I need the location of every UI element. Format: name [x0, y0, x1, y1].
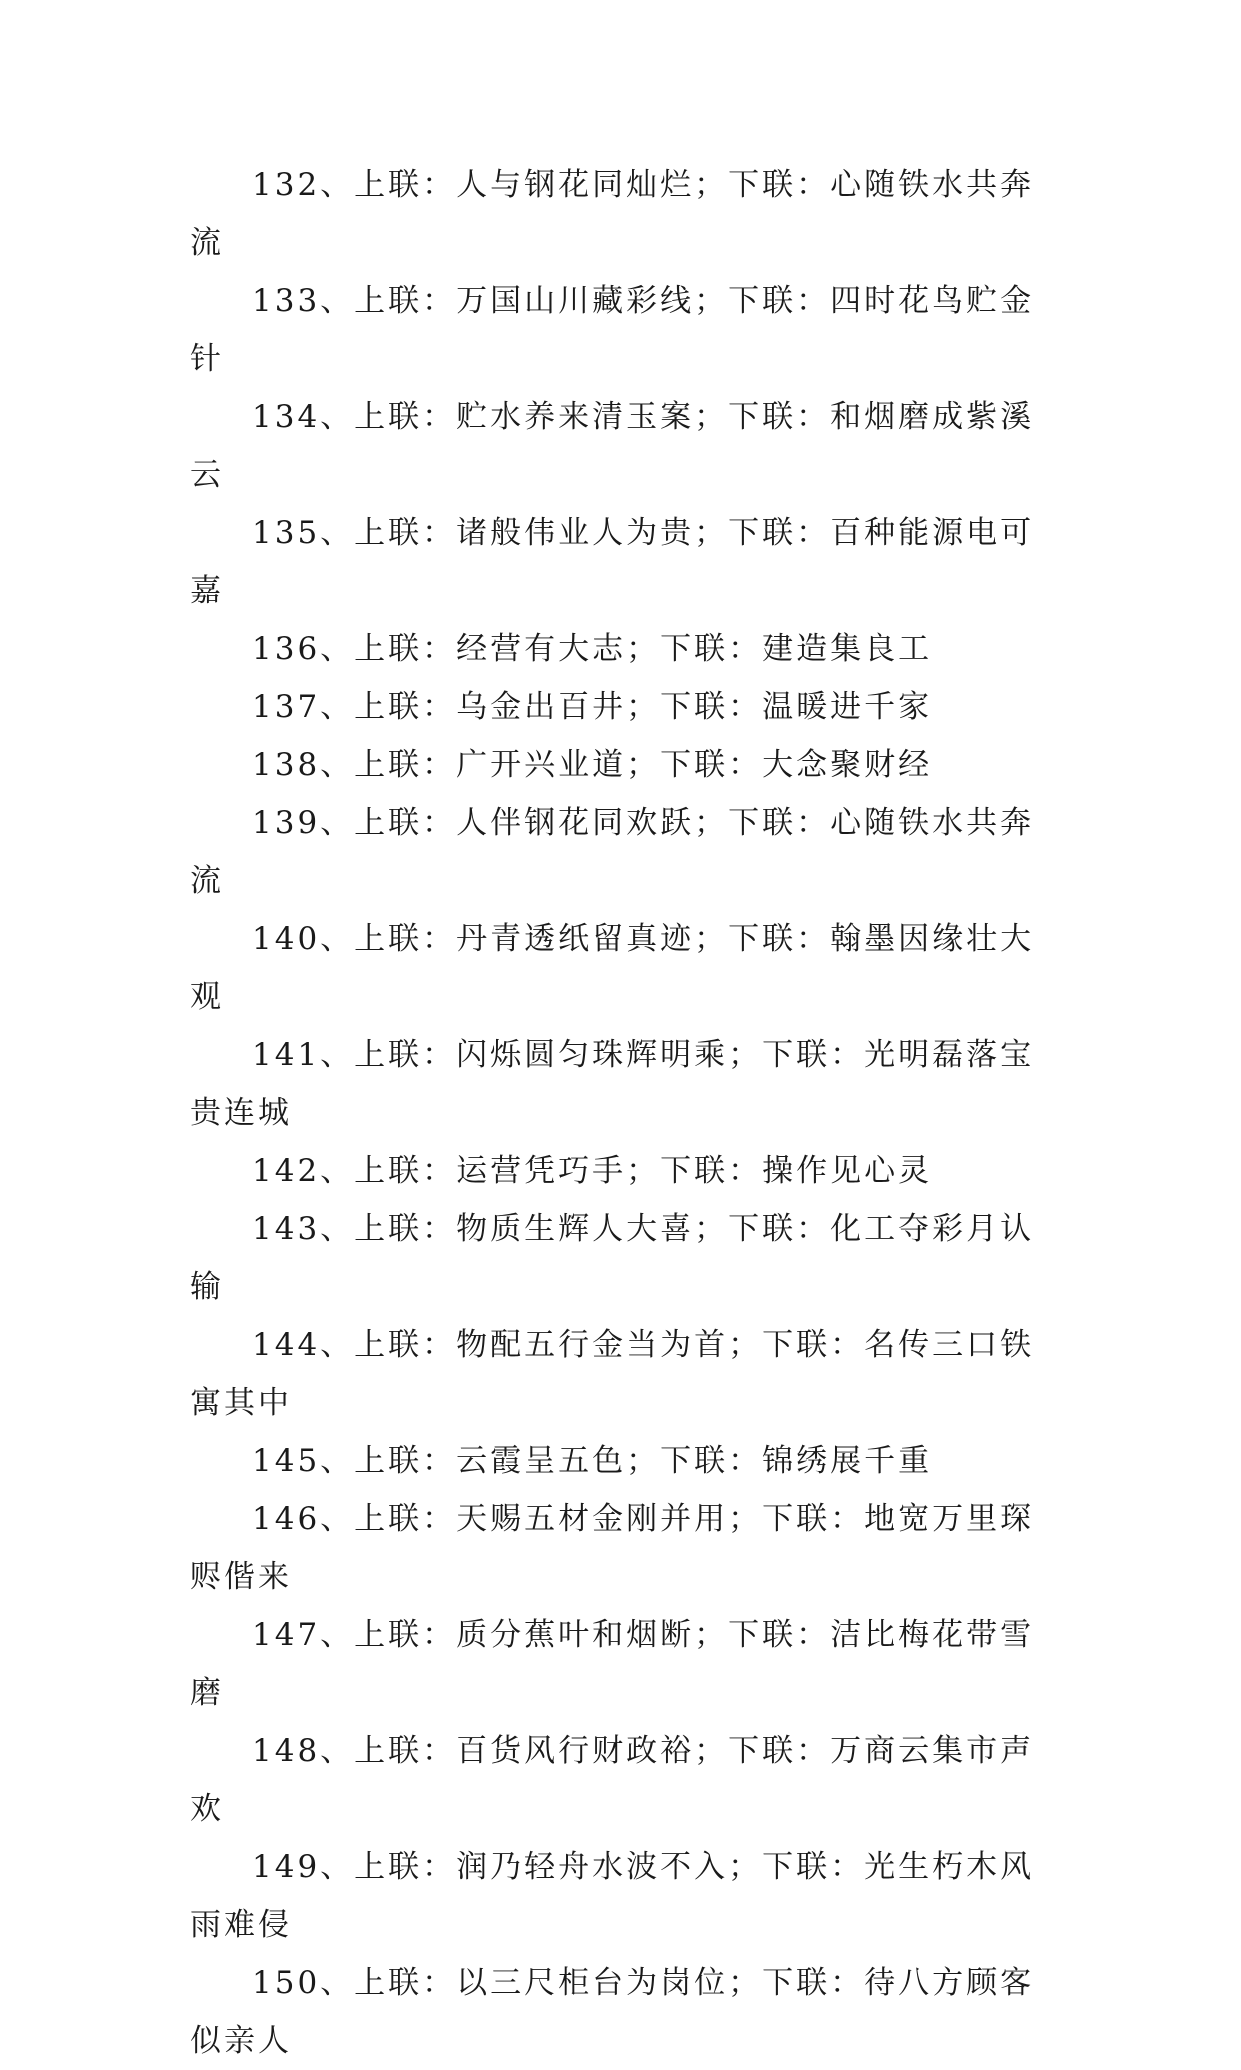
couplet-entry: [190, 1954, 1058, 2070]
lower-line: 和烟磨成紫溪云: [190, 399, 1035, 493]
upper-label: 上联：: [354, 631, 457, 667]
upper-line: 人与钢花同灿烂: [456, 167, 695, 203]
upper-label: 上联：: [354, 1153, 457, 1189]
lower-line: 翰墨因缘壮大观: [190, 921, 1035, 1015]
semicolon: ；: [728, 1327, 763, 1363]
upper-line: 贮水养来清玉案: [456, 399, 695, 435]
upper-line: 人伴钢花同欢跃: [456, 805, 695, 841]
lower-line: 地宽万里琛赆偕来: [190, 1501, 1035, 1595]
couplet-entry: [190, 272, 1058, 388]
lower-line: 建造集良工: [762, 631, 933, 667]
entry-separator: 、: [320, 631, 355, 667]
semicolon: ；: [694, 399, 729, 435]
lower-line: 锦绣展千重: [762, 1443, 933, 1479]
entry-number: 133: [252, 283, 321, 319]
upper-line: 广开兴业道: [456, 747, 627, 783]
entry-separator: 、: [320, 1617, 355, 1653]
lower-line: 操作见心灵: [762, 1153, 933, 1189]
semicolon: ；: [626, 689, 661, 725]
lower-label: 下联：: [728, 1211, 831, 1247]
entry-number: 147: [252, 1617, 321, 1653]
entry-number: 143: [252, 1211, 321, 1247]
upper-line: 天赐五材金刚并用: [456, 1501, 729, 1537]
upper-line: 百货风行财政裕: [456, 1733, 695, 1769]
upper-label: 上联：: [354, 1211, 457, 1247]
entry-number: 145: [252, 1443, 321, 1479]
lower-line: 大念聚财经: [762, 747, 933, 783]
upper-label: 上联：: [354, 515, 457, 551]
entry-separator: 、: [320, 1501, 355, 1537]
couplet-entry: [190, 1606, 1058, 1722]
upper-label: 上联：: [354, 167, 457, 203]
couplet-entry: [190, 620, 1058, 678]
entry-separator: 、: [320, 515, 355, 551]
entry-number: 140: [252, 921, 321, 957]
lower-line: 心随铁水共奔流: [190, 167, 1035, 261]
entry-number: 148: [252, 1733, 321, 1769]
entry-separator: 、: [320, 1733, 355, 1769]
entry-separator: 、: [320, 1037, 355, 1073]
upper-label: 上联：: [354, 283, 457, 319]
entry-separator: 、: [320, 1965, 355, 2001]
lower-label: 下联：: [728, 1617, 831, 1653]
upper-line: 经营有大志: [456, 631, 627, 667]
lower-label: 下联：: [728, 805, 831, 841]
upper-line: 闪烁圆匀珠辉明乘: [456, 1037, 729, 1073]
lower-label: 下联：: [660, 747, 763, 783]
couplet-entry: [190, 1200, 1058, 1316]
entry-separator: 、: [320, 1153, 355, 1189]
semicolon: ；: [626, 1153, 661, 1189]
lower-line: 化工夺彩月认输: [190, 1211, 1035, 1305]
lower-label: 下联：: [762, 1849, 865, 1885]
semicolon: ；: [728, 1849, 763, 1885]
entry-number: 136: [252, 631, 321, 667]
lower-label: 下联：: [728, 399, 831, 435]
couplet-entry: [190, 678, 1058, 736]
entry-separator: 、: [320, 167, 355, 203]
upper-line: 万国山川藏彩线: [456, 283, 695, 319]
upper-line: 物配五行金当为首: [456, 1327, 729, 1363]
lower-line: 待八方顾客似亲人: [190, 1965, 1035, 2059]
entry-separator: 、: [320, 283, 355, 319]
entry-separator: 、: [320, 921, 355, 957]
semicolon: ；: [694, 1211, 729, 1247]
upper-label: 上联：: [354, 1037, 457, 1073]
lower-line: 名传三口铁寓其中: [190, 1327, 1035, 1421]
lower-line: 心随铁水共奔流: [190, 805, 1035, 899]
couplet-entry: [190, 1838, 1058, 1954]
upper-label: 上联：: [354, 1617, 457, 1653]
entry-separator: 、: [320, 1327, 355, 1363]
entry-number: 137: [252, 689, 321, 725]
semicolon: ；: [626, 1443, 661, 1479]
couplet-entry: [190, 1026, 1058, 1142]
upper-line: 丹青透纸留真迹: [456, 921, 695, 957]
semicolon: ；: [728, 1501, 763, 1537]
upper-label: 上联：: [354, 1849, 457, 1885]
lower-label: 下联：: [728, 167, 831, 203]
entry-separator: 、: [320, 747, 355, 783]
lower-label: 下联：: [728, 283, 831, 319]
lower-label: 下联：: [728, 921, 831, 957]
entry-number: 139: [252, 805, 321, 841]
entry-number: 134: [252, 399, 321, 435]
upper-line: 润乃轻舟水波不入: [456, 1849, 729, 1885]
lower-label: 下联：: [660, 689, 763, 725]
entry-number: 146: [252, 1501, 321, 1537]
couplet-list: [190, 156, 1058, 2070]
entry-separator: 、: [320, 805, 355, 841]
entry-number: 141: [252, 1037, 321, 1073]
entry-number: 149: [252, 1849, 321, 1885]
couplet-entry: [190, 156, 1058, 272]
semicolon: ；: [728, 1965, 763, 2001]
upper-label: 上联：: [354, 1443, 457, 1479]
upper-label: 上联：: [354, 1733, 457, 1769]
entry-number: 135: [252, 515, 321, 551]
semicolon: ；: [728, 1037, 763, 1073]
lower-label: 下联：: [762, 1327, 865, 1363]
upper-label: 上联：: [354, 1501, 457, 1537]
semicolon: ；: [694, 167, 729, 203]
lower-label: 下联：: [660, 1443, 763, 1479]
entry-separator: 、: [320, 399, 355, 435]
entry-number: 142: [252, 1153, 321, 1189]
lower-label: 下联：: [728, 515, 831, 551]
couplet-entry: [190, 736, 1058, 794]
couplet-entry: [190, 794, 1058, 910]
couplet-entry: [190, 1490, 1058, 1606]
upper-line: 乌金出百井: [456, 689, 627, 725]
entry-separator: 、: [320, 1443, 355, 1479]
upper-label: 上联：: [354, 921, 457, 957]
entry-separator: 、: [320, 1211, 355, 1247]
semicolon: ；: [694, 1733, 729, 1769]
upper-line: 物质生辉人大喜: [456, 1211, 695, 1247]
upper-line: 诸般伟业人为贵: [456, 515, 695, 551]
upper-line: 质分蕉叶和烟断: [456, 1617, 695, 1653]
lower-line: 百种能源电可嘉: [190, 515, 1035, 609]
upper-label: 上联：: [354, 689, 457, 725]
semicolon: ；: [694, 921, 729, 957]
couplet-entry: [190, 504, 1058, 620]
entry-number: 150: [252, 1965, 321, 2001]
semicolon: ；: [626, 747, 661, 783]
couplet-entry: [190, 1316, 1058, 1432]
lower-label: 下联：: [762, 1965, 865, 2001]
upper-label: 上联：: [354, 1965, 457, 2001]
couplet-entry: [190, 1722, 1058, 1838]
upper-line: 运营凭巧手: [456, 1153, 627, 1189]
lower-label: 下联：: [762, 1501, 865, 1537]
semicolon: ；: [694, 515, 729, 551]
entry-number: 144: [252, 1327, 321, 1363]
lower-line: 温暖进千家: [762, 689, 933, 725]
upper-line: 云霞呈五色: [456, 1443, 627, 1479]
entry-separator: 、: [320, 1849, 355, 1885]
couplet-entry: [190, 388, 1058, 504]
entry-number: 138: [252, 747, 321, 783]
entry-number: 132: [252, 167, 321, 203]
lower-line: 光生朽木风雨难侵: [190, 1849, 1035, 1943]
upper-label: 上联：: [354, 399, 457, 435]
lower-line: 万商云集市声欢: [190, 1733, 1035, 1827]
upper-label: 上联：: [354, 747, 457, 783]
couplet-entry: [190, 1432, 1058, 1490]
lower-label: 下联：: [762, 1037, 865, 1073]
lower-line: 光明磊落宝贵连城: [190, 1037, 1035, 1131]
couplet-entry: [190, 910, 1058, 1026]
semicolon: ；: [694, 1617, 729, 1653]
lower-label: 下联：: [660, 1153, 763, 1189]
couplet-entry: [190, 1142, 1058, 1200]
lower-line: 四时花鸟贮金针: [190, 283, 1035, 377]
semicolon: ；: [694, 805, 729, 841]
semicolon: ；: [694, 283, 729, 319]
lower-line: 洁比梅花带雪磨: [190, 1617, 1035, 1711]
upper-label: 上联：: [354, 1327, 457, 1363]
lower-label: 下联：: [728, 1733, 831, 1769]
lower-label: 下联：: [660, 631, 763, 667]
semicolon: ；: [626, 631, 661, 667]
upper-line: 以三尺柜台为岗位: [456, 1965, 729, 2001]
upper-label: 上联：: [354, 805, 457, 841]
entry-separator: 、: [320, 689, 355, 725]
